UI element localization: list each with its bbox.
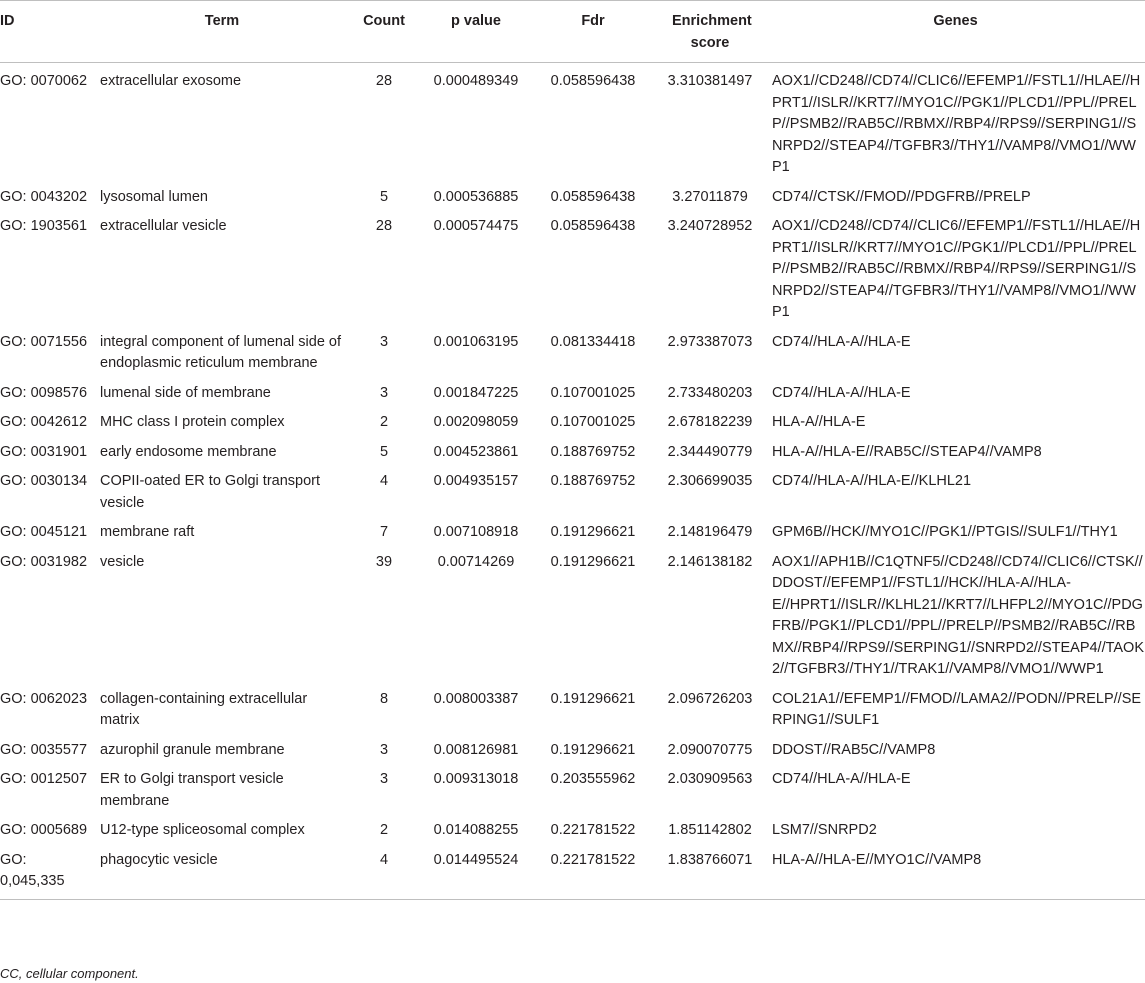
- cell-genes: DDOST//RAB5C//VAMP8: [772, 741, 936, 758]
- cell-id: GO: 0045121: [0, 524, 88, 540]
- cell-count: 3: [379, 741, 389, 758]
- cell-term: membrane raft: [100, 524, 195, 540]
- table-row: [0, 732, 1145, 762]
- cell-pvalue: 0.000489349: [433, 73, 519, 89]
- cell-fdr: 0.058596438: [550, 188, 636, 205]
- cell-count: 7: [379, 524, 389, 540]
- table-body: [0, 63, 1145, 900]
- cell-pvalue: 0.002098059: [433, 414, 519, 430]
- cell-pvalue: 0.008003387: [433, 690, 519, 707]
- cell-enrichment: 1.838766071: [667, 851, 753, 868]
- cell-fdr: 0.058596438: [550, 218, 636, 234]
- cell-enrichment: 3.310381497: [667, 73, 753, 89]
- cell-enrichment: 2.733480203: [667, 384, 753, 401]
- cell-fdr: 0.191296621: [550, 524, 636, 540]
- cell-term: extracellular exosome: [100, 73, 242, 89]
- cell-id: GO: 0070062: [0, 73, 88, 89]
- cell-term: COPII-oated ER to Golgi transport vesicle: [100, 473, 321, 511]
- cell-fdr: 0.221781522: [550, 822, 636, 838]
- table-row: [0, 375, 1145, 405]
- cell-id: GO: 1903561: [0, 218, 88, 234]
- table-row: [0, 681, 1145, 732]
- cell-fdr: 0.191296621: [550, 741, 636, 758]
- cell-fdr: 0.203555962: [550, 771, 636, 787]
- cell-enrichment: 2.678182239: [667, 414, 753, 430]
- cell-enrichment: 2.090070775: [667, 741, 753, 758]
- cell-count: 4: [379, 473, 389, 489]
- table-row: [0, 324, 1145, 375]
- cell-pvalue: 0.001063195: [433, 333, 519, 350]
- cell-genes: CD74//CTSK//FMOD//PDGFRB//PRELP: [772, 188, 1031, 205]
- header-enrichment: Enrichment score: [672, 13, 752, 51]
- cell-pvalue: 0.004523861: [433, 443, 519, 460]
- cell-pvalue: 0.004935157: [433, 473, 519, 489]
- header-id: ID: [0, 13, 15, 29]
- cell-count: 2: [379, 414, 389, 430]
- cell-count: 4: [379, 851, 389, 868]
- cell-term: collagen-containing extracellular matrix: [100, 690, 308, 728]
- cell-count: 5: [379, 443, 389, 460]
- cell-id: GO: 0031901: [0, 443, 88, 460]
- cell-term: lysosomal lumen: [100, 188, 208, 205]
- cell-genes: HLA-A//HLA-E: [772, 414, 866, 430]
- header-pvalue: p value: [451, 13, 501, 29]
- cell-count: 39: [375, 553, 393, 570]
- cell-genes: CD74//HLA-A//HLA-E: [772, 771, 911, 787]
- cell-id: GO: 0035577: [0, 741, 88, 758]
- cell-genes: HLA-A//HLA-E//MYO1C//VAMP8: [772, 851, 982, 868]
- cell-genes: CD74//HLA-A//HLA-E: [772, 384, 911, 401]
- cell-id: GO: 0031982: [0, 553, 88, 570]
- cell-enrichment: 3.27011879: [672, 188, 748, 205]
- cell-term: azurophil granule membrane: [100, 741, 285, 758]
- cell-term: extracellular vesicle: [100, 218, 227, 234]
- cell-term: integral component of lumenal side of endoplasmic reticulum membrane: [100, 333, 342, 371]
- header-genes: Genes: [933, 13, 978, 29]
- table-row: [0, 434, 1145, 464]
- cell-enrichment: 2.030909563: [667, 771, 753, 787]
- cell-pvalue: 0.008126981: [433, 741, 519, 758]
- table-row: [0, 544, 1145, 681]
- cell-genes: LSM7//SNRPD2: [772, 822, 877, 838]
- cell-fdr: 0.107001025: [550, 384, 636, 401]
- cell-genes: AOX1//CD248//CD74//CLIC6//EFEMP1//FSTL1//HLAE//HPRT1//ISLR//KRT7//MYO1C//PGK1//PLCD1//PPL//PRELP//PSMB2//RAB5C//RBMX//RBP4//RPS9//SERPING1//SNRPD2//STEAP4//TGFBR3//THY1//VAMP8//VMO1//WWP1: [772, 218, 1141, 320]
- cell-count: 28: [375, 218, 393, 234]
- cell-genes: HLA-A//HLA-E//RAB5C//STEAP4//VAMP8: [772, 443, 1042, 460]
- cell-id: GO: 0030134: [0, 473, 88, 489]
- cell-count: 3: [379, 333, 389, 350]
- cell-term: lumenal side of membrane: [100, 384, 271, 401]
- cell-fdr: 0.191296621: [550, 553, 636, 570]
- table-row: [0, 63, 1145, 179]
- cell-pvalue: 0.014088255: [433, 822, 519, 838]
- cell-enrichment: 2.973387073: [667, 333, 753, 350]
- cell-enrichment: 2.344490779: [667, 443, 753, 460]
- cell-id: GO: 0043202: [0, 188, 88, 205]
- cell-genes: CD74//HLA-A//HLA-E: [772, 333, 911, 350]
- table-row: [0, 208, 1145, 324]
- cell-pvalue: 0.007108918: [433, 524, 519, 540]
- header-term: Term: [204, 13, 240, 29]
- cell-pvalue: 0.000574475: [433, 218, 519, 234]
- cell-id: GO: 0012507: [0, 771, 88, 787]
- cell-fdr: 0.221781522: [550, 851, 636, 868]
- table-row: [0, 463, 1145, 514]
- cell-fdr: 0.191296621: [550, 690, 636, 707]
- table-row: [0, 842, 1145, 900]
- cell-fdr: 0.107001025: [550, 414, 636, 430]
- cell-enrichment: 2.148196479: [667, 524, 753, 540]
- cell-count: 5: [379, 188, 389, 205]
- cell-id: GO: 0005689: [0, 822, 88, 838]
- cell-id: GO: 0042612: [0, 414, 88, 430]
- cell-enrichment: 3.240728952: [667, 218, 753, 234]
- cell-fdr: 0.188769752: [550, 473, 636, 489]
- cell-genes: COL21A1//EFEMP1//FMOD//LAMA2//PODN//PRELP//SERPING1//SULF1: [772, 690, 1142, 728]
- cell-fdr: 0.058596438: [550, 73, 636, 89]
- table-header: [0, 1, 1145, 63]
- table-row: [0, 761, 1145, 812]
- cell-count: 3: [379, 771, 389, 787]
- table-row: [0, 404, 1145, 434]
- cell-id: GO: 0071556: [0, 333, 88, 350]
- cell-pvalue: 0.000536885: [433, 188, 519, 205]
- cell-pvalue: 0.014495524: [433, 851, 519, 868]
- cell-id: GO: 0062023: [0, 690, 88, 707]
- cell-fdr: 0.188769752: [550, 443, 636, 460]
- table-row: [0, 179, 1145, 209]
- cell-enrichment: 1.851142802: [668, 822, 752, 838]
- cell-enrichment: 2.306699035: [667, 473, 753, 489]
- cell-enrichment: 2.096726203: [667, 690, 753, 707]
- cell-term: early endosome membrane: [100, 443, 277, 460]
- cell-pvalue: 0.001847225: [433, 384, 519, 401]
- header-row: [0, 1, 1145, 63]
- cell-term: U12-type spliceosomal complex: [100, 822, 305, 838]
- cell-term: MHC class I protein complex: [100, 414, 285, 430]
- table-footnote: CC, cellular component.: [0, 966, 139, 981]
- cell-count: 8: [379, 690, 389, 707]
- header-count: Count: [363, 13, 405, 29]
- cell-enrichment: 2.146138182: [667, 553, 753, 570]
- header-fdr: Fdr: [581, 13, 605, 29]
- cell-term: vesicle: [100, 553, 145, 570]
- cell-id: GO: 0,045,335: [0, 851, 65, 889]
- cell-genes: CD74//HLA-A//HLA-E//KLHL21: [772, 473, 972, 489]
- cell-genes: AOX1//CD248//CD74//CLIC6//EFEMP1//FSTL1//HLAE//HPRT1//ISLR//KRT7//MYO1C//PGK1//PLCD1//PPL//PRELP//PSMB2//RAB5C//RBMX//RBP4//RPS9//SERPING1//SNRPD2//STEAP4//TGFBR3//THY1//VAMP8//VMO1//WWP1: [772, 73, 1141, 175]
- cell-id: GO: 0098576: [0, 384, 88, 401]
- cell-count: 3: [379, 384, 389, 401]
- cell-count: 28: [375, 73, 393, 89]
- cell-term: ER to Golgi transport vesicle membrane: [100, 771, 284, 809]
- table-row: [0, 812, 1145, 842]
- table-row: [0, 514, 1145, 544]
- cell-term: phagocytic vesicle: [100, 851, 218, 868]
- cell-genes: AOX1//APH1B//C1QTNF5//CD248//CD74//CLIC6//CTSK//DDOST//EFEMP1//FSTL1//HCK//HLA-A//HLA-E//HPRT1//ISLR//KLHL21//KRT7//LHFPL2//MYO1C//PDGFRB//PGK1//PLCD1//PPL//PRELP//PSMB2//RAB5C//RBMX//RBP4//RPS9//SERPING1//SNRPD2//STEAP4//TAOK2//TGFBR3//THY1//TRAK1//VAMP8//VMO1//WWP1: [772, 553, 1145, 677]
- cell-pvalue: 0.009313018: [433, 771, 519, 787]
- cell-fdr: 0.081334418: [550, 333, 636, 350]
- cell-pvalue: 0.00714269: [437, 553, 515, 570]
- cell-count: 2: [379, 822, 389, 838]
- cell-genes: GPM6B//HCK//MYO1C//PGK1//PTGIS//SULF1//THY1: [772, 524, 1118, 540]
